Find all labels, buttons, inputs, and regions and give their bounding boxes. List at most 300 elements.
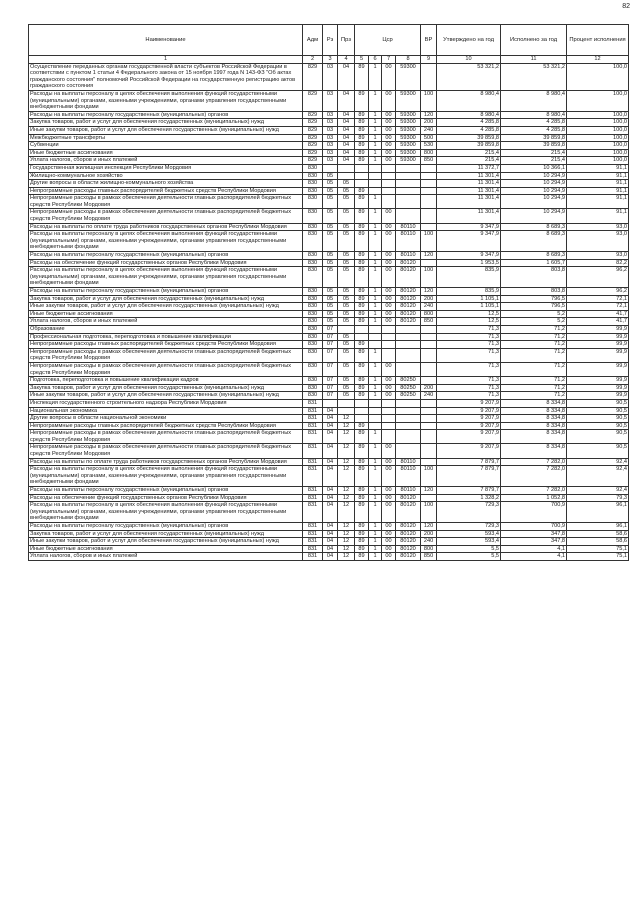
table-row — [29, 142, 629, 150]
row-rz-cell: 03 — [323, 149, 338, 157]
row-vr-cell — [421, 180, 437, 188]
table-row — [29, 415, 629, 423]
row-name-cell: Уплата налогов, сборов и иных платежей — [29, 157, 303, 165]
column-number: 8 — [396, 56, 421, 64]
row-percent-cell: 99,9 — [567, 325, 629, 333]
row-vr-cell — [421, 164, 437, 172]
row-plan-cell: 8 980,4 — [437, 90, 501, 111]
row-csr-subprogram-cell — [369, 399, 382, 407]
table-row — [29, 523, 629, 531]
row-plan-cell: 215,4 — [437, 157, 501, 165]
row-csr-program-cell — [355, 172, 369, 180]
row-name-cell: Расходы на выплаты по оплате труда работников государственных органов Республики Мордовия — [29, 458, 303, 466]
row-csr-main-cell: 00 — [382, 553, 396, 561]
row-prz-cell: 12 — [338, 422, 355, 430]
row-plan-cell: 215,4 — [437, 149, 501, 157]
row-percent-cell: 96,1 — [567, 523, 629, 531]
table-row — [29, 259, 629, 267]
row-adm-cell: 829 — [303, 119, 323, 127]
row-adm-cell: 831 — [303, 458, 323, 466]
row-rz-cell — [323, 399, 338, 407]
row-prz-cell: 12 — [338, 444, 355, 458]
header-vr: ВР — [421, 25, 437, 56]
row-plan-cell: 9 347,9 — [437, 223, 501, 231]
row-csr-program-cell: 89 — [355, 126, 369, 134]
row-prz-cell: 12 — [338, 530, 355, 538]
row-adm-cell: 830 — [303, 223, 323, 231]
row-prz-cell: 12 — [338, 523, 355, 531]
row-csr-direction-cell: 80120 — [396, 502, 421, 523]
row-csr-program-cell: 89 — [355, 523, 369, 531]
row-csr-subprogram-cell: 1 — [369, 318, 382, 326]
row-csr-main-cell: 00 — [382, 318, 396, 326]
row-adm-cell: 831 — [303, 415, 323, 423]
row-fact-cell: 796,5 — [501, 303, 567, 311]
row-adm-cell: 830 — [303, 195, 323, 209]
row-name-cell: Расходы на выплаты по оплате труда работников государственных органов Республики Мордовия — [29, 223, 303, 231]
row-csr-main-cell: 00 — [382, 444, 396, 458]
row-prz-cell: 12 — [338, 502, 355, 523]
row-adm-cell: 831 — [303, 538, 323, 546]
row-percent-cell: 99,9 — [567, 333, 629, 341]
table-row — [29, 111, 629, 119]
row-rz-cell: 04 — [323, 530, 338, 538]
row-csr-subprogram-cell: 1 — [369, 90, 382, 111]
row-prz-cell: 04 — [338, 149, 355, 157]
row-csr-main-cell — [382, 399, 396, 407]
row-name-cell: Иные закупки товаров, работ и услуг для обеспечения государственных (муниципальных) нужд — [29, 392, 303, 400]
row-csr-direction-cell: 59300 — [396, 142, 421, 150]
column-number: 9 — [421, 56, 437, 64]
row-adm-cell: 830 — [303, 310, 323, 318]
row-fact-cell: 4,1 — [501, 553, 567, 561]
row-plan-cell: 729,3 — [437, 502, 501, 523]
row-name-cell: Закупка товаров, работ и услуг для обеспечения государственных (муниципальных) нужд — [29, 384, 303, 392]
row-fact-cell: 215,4 — [501, 149, 567, 157]
row-vr-cell: 800 — [421, 545, 437, 553]
row-rz-cell: 05 — [323, 195, 338, 209]
row-csr-program-cell: 89 — [355, 303, 369, 311]
row-csr-program-cell: 89 — [355, 288, 369, 296]
row-csr-program-cell: 89 — [355, 209, 369, 223]
row-percent-cell: 58,6 — [567, 530, 629, 538]
row-fact-cell: 71,2 — [501, 348, 567, 362]
row-fact-cell: 8 334,8 — [501, 415, 567, 423]
row-csr-subprogram-cell — [369, 180, 382, 188]
table-row — [29, 430, 629, 444]
row-csr-direction-cell: 80120 — [396, 530, 421, 538]
column-number-row — [29, 56, 629, 64]
row-vr-cell: 100 — [421, 502, 437, 523]
row-prz-cell: 12 — [338, 487, 355, 495]
table-row — [29, 288, 629, 296]
row-fact-cell: 8 334,8 — [501, 444, 567, 458]
row-prz-cell: 05 — [338, 180, 355, 188]
row-name-cell: Непрограммные расходы главных распорядителей бюджетных средств Республики Мордовия — [29, 187, 303, 195]
row-plan-cell: 7 879,7 — [437, 458, 501, 466]
row-csr-main-cell: 00 — [382, 466, 396, 487]
row-fact-cell: 39 859,8 — [501, 142, 567, 150]
row-csr-subprogram-cell: 1 — [369, 487, 382, 495]
row-fact-cell: 10 294,9 — [501, 172, 567, 180]
row-plan-cell: 1 105,1 — [437, 295, 501, 303]
column-number: 11 — [501, 56, 567, 64]
row-name-cell: Субвенции — [29, 142, 303, 150]
row-csr-main-cell: 00 — [382, 149, 396, 157]
row-plan-cell: 71,3 — [437, 362, 501, 376]
row-name-cell: Государственная жилищная инспекция Республики Мордовия — [29, 164, 303, 172]
table-row — [29, 63, 629, 90]
row-csr-subprogram-cell: 1 — [369, 111, 382, 119]
row-vr-cell: 200 — [421, 530, 437, 538]
row-adm-cell: 830 — [303, 172, 323, 180]
row-adm-cell: 830 — [303, 252, 323, 260]
row-rz-cell: 04 — [323, 553, 338, 561]
row-name-cell: Непрограммные расходы в рамках обеспечения деятельности главных распорядителей бюджетных средств Республики Мордовия — [29, 195, 303, 209]
row-csr-direction-cell — [396, 430, 421, 444]
header-pct: Процент исполнения — [567, 25, 629, 56]
row-csr-subprogram-cell: 1 — [369, 362, 382, 376]
row-csr-program-cell: 89 — [355, 430, 369, 444]
row-adm-cell: 831 — [303, 430, 323, 444]
row-adm-cell: 831 — [303, 494, 323, 502]
row-csr-direction-cell: 80250 — [396, 384, 421, 392]
row-vr-cell: 530 — [421, 142, 437, 150]
row-csr-subprogram-cell — [369, 164, 382, 172]
row-plan-cell: 9 347,9 — [437, 231, 501, 252]
row-csr-direction-cell: 80120 — [396, 523, 421, 531]
header-csr: Цср — [355, 25, 421, 56]
row-prz-cell: 05 — [338, 303, 355, 311]
row-prz-cell: 05 — [338, 310, 355, 318]
row-fact-cell: 10 366,1 — [501, 164, 567, 172]
row-percent-cell: 100,0 — [567, 111, 629, 119]
row-csr-direction-cell: 80120 — [396, 288, 421, 296]
row-csr-direction-cell: 80110 — [396, 223, 421, 231]
column-number: 12 — [567, 56, 629, 64]
column-number: 5 — [355, 56, 369, 64]
row-name-cell: Расходы на выплаты персоналу в целях обеспечения выполнения функций государственными (муниципальными) органами, казенными учреждениями, органами управления государственными внебюджетными фондами — [29, 466, 303, 487]
row-csr-subprogram-cell — [369, 422, 382, 430]
row-csr-direction-cell — [396, 187, 421, 195]
row-vr-cell — [421, 377, 437, 385]
row-csr-program-cell: 89 — [355, 530, 369, 538]
row-csr-program-cell: 89 — [355, 142, 369, 150]
header-rz: Рз — [323, 25, 338, 56]
row-vr-cell: 120 — [421, 487, 437, 495]
row-fact-cell: 53 321,2 — [501, 63, 567, 90]
row-csr-subprogram-cell: 1 — [369, 231, 382, 252]
row-csr-direction-cell: 80120 — [396, 545, 421, 553]
column-number: 6 — [369, 56, 382, 64]
row-plan-cell: 7 879,7 — [437, 487, 501, 495]
table-row — [29, 553, 629, 561]
row-plan-cell: 11 301,4 — [437, 172, 501, 180]
row-csr-subprogram-cell: 1 — [369, 295, 382, 303]
row-csr-direction-cell — [396, 325, 421, 333]
row-csr-subprogram-cell: 1 — [369, 142, 382, 150]
table-row — [29, 422, 629, 430]
row-rz-cell: 04 — [323, 487, 338, 495]
header-plan: Утверждено на год — [437, 25, 501, 56]
row-plan-cell: 11 372,7 — [437, 164, 501, 172]
row-vr-cell: 120 — [421, 111, 437, 119]
row-csr-main-cell: 00 — [382, 487, 396, 495]
row-name-cell: Иные бюджетные ассигнования — [29, 545, 303, 553]
row-percent-cell: 90,5 — [567, 399, 629, 407]
row-plan-cell: 71,3 — [437, 384, 501, 392]
row-csr-program-cell: 89 — [355, 458, 369, 466]
table-row — [29, 487, 629, 495]
row-percent-cell: 96,2 — [567, 288, 629, 296]
row-percent-cell: 90,5 — [567, 422, 629, 430]
row-csr-main-cell: 00 — [382, 392, 396, 400]
row-rz-cell — [323, 164, 338, 172]
row-plan-cell: 8 980,4 — [437, 111, 501, 119]
row-prz-cell: 12 — [338, 466, 355, 487]
row-plan-cell: 53 321,2 — [437, 63, 501, 90]
row-prz-cell: 12 — [338, 458, 355, 466]
row-csr-program-cell: 89 — [355, 384, 369, 392]
row-csr-direction-cell: 80120 — [396, 318, 421, 326]
row-prz-cell: 05 — [338, 348, 355, 362]
row-csr-subprogram-cell: 1 — [369, 430, 382, 444]
row-csr-program-cell: 89 — [355, 318, 369, 326]
row-plan-cell: 4 285,8 — [437, 126, 501, 134]
row-percent-cell: 91,1 — [567, 172, 629, 180]
row-csr-direction-cell — [396, 164, 421, 172]
row-percent-cell: 75,1 — [567, 553, 629, 561]
row-prz-cell: 12 — [338, 545, 355, 553]
row-name-cell: Уплата налогов, сборов и иных платежей — [29, 553, 303, 561]
row-fact-cell: 215,4 — [501, 157, 567, 165]
row-csr-program-cell: 89 — [355, 466, 369, 487]
row-csr-main-cell: 00 — [382, 126, 396, 134]
row-adm-cell: 830 — [303, 325, 323, 333]
row-csr-main-cell — [382, 164, 396, 172]
row-rz-cell: 03 — [323, 134, 338, 142]
row-fact-cell: 5,2 — [501, 318, 567, 326]
table-row — [29, 384, 629, 392]
row-plan-cell: 11 301,4 — [437, 195, 501, 209]
row-rz-cell: 04 — [323, 458, 338, 466]
row-prz-cell: 05 — [338, 288, 355, 296]
row-csr-subprogram-cell — [369, 187, 382, 195]
row-prz-cell: 05 — [338, 252, 355, 260]
row-name-cell: Расходы на выплаты персоналу государственных (муниципальных) органов — [29, 288, 303, 296]
row-rz-cell: 04 — [323, 407, 338, 415]
row-vr-cell: 100 — [421, 90, 437, 111]
row-name-cell: Непрограммные расходы в рамках обеспечения деятельности главных распорядителей бюджетных средств Республики Мордовия — [29, 348, 303, 362]
row-csr-program-cell: 89 — [355, 111, 369, 119]
row-percent-cell: 100,0 — [567, 126, 629, 134]
row-csr-subprogram-cell — [369, 325, 382, 333]
row-rz-cell: 03 — [323, 126, 338, 134]
row-name-cell: Непрограммные расходы в рамках обеспечения деятельности главных распорядителей бюджетных средств Республики Мордовия — [29, 430, 303, 444]
row-name-cell: Расходы на выплаты персоналу в целях обеспечения выполнения функций государственными (муниципальными) органами, казенными учреждениями, органами управления государственными внебюджетными фондами — [29, 231, 303, 252]
row-fact-cell: 796,5 — [501, 295, 567, 303]
row-rz-cell: 03 — [323, 119, 338, 127]
row-percent-cell: 91,1 — [567, 195, 629, 209]
row-fact-cell: 8 689,3 — [501, 252, 567, 260]
row-adm-cell: 831 — [303, 530, 323, 538]
row-vr-cell — [421, 333, 437, 341]
row-adm-cell: 829 — [303, 63, 323, 90]
row-csr-subprogram-cell: 1 — [369, 259, 382, 267]
row-prz-cell: 12 — [338, 538, 355, 546]
row-csr-direction-cell: 59300 — [396, 126, 421, 134]
table-row — [29, 341, 629, 349]
row-fact-cell: 71,2 — [501, 362, 567, 376]
row-percent-cell: 58,6 — [567, 538, 629, 546]
row-fact-cell: 1 052,8 — [501, 494, 567, 502]
column-number: 1 — [29, 56, 303, 64]
row-rz-cell: 05 — [323, 252, 338, 260]
row-name-cell: Закупка товаров, работ и услуг для обеспечения государственных (муниципальных) нужд — [29, 530, 303, 538]
row-csr-subprogram-cell — [369, 341, 382, 349]
row-csr-program-cell: 89 — [355, 187, 369, 195]
row-percent-cell: 92,4 — [567, 458, 629, 466]
row-percent-cell: 100,0 — [567, 149, 629, 157]
row-prz-cell: 05 — [338, 259, 355, 267]
row-csr-program-cell: 89 — [355, 63, 369, 90]
row-plan-cell: 39 859,8 — [437, 142, 501, 150]
row-vr-cell — [421, 494, 437, 502]
row-csr-direction-cell — [396, 341, 421, 349]
row-csr-direction-cell: 80120 — [396, 259, 421, 267]
row-csr-subprogram-cell: 1 — [369, 195, 382, 209]
row-csr-main-cell: 00 — [382, 523, 396, 531]
row-percent-cell: 90,5 — [567, 430, 629, 444]
row-vr-cell — [421, 415, 437, 423]
row-csr-subprogram-cell: 1 — [369, 384, 382, 392]
row-csr-subprogram-cell: 1 — [369, 530, 382, 538]
row-csr-main-cell: 00 — [382, 63, 396, 90]
row-csr-subprogram-cell: 1 — [369, 523, 382, 531]
row-plan-cell: 11 301,4 — [437, 180, 501, 188]
row-plan-cell: 1 953,5 — [437, 259, 501, 267]
header-row — [29, 25, 629, 56]
row-adm-cell: 829 — [303, 111, 323, 119]
row-csr-subprogram-cell: 1 — [369, 149, 382, 157]
row-rz-cell: 07 — [323, 362, 338, 376]
row-rz-cell: 04 — [323, 415, 338, 423]
header-name: Наименование — [29, 25, 303, 56]
row-rz-cell: 05 — [323, 303, 338, 311]
row-rz-cell: 05 — [323, 259, 338, 267]
row-vr-cell: 120 — [421, 523, 437, 531]
row-name-cell: Непрограммные расходы в рамках обеспечения деятельности главных распорядителей бюджетных средств Республики Мордовия — [29, 444, 303, 458]
row-adm-cell: 830 — [303, 362, 323, 376]
table-row — [29, 545, 629, 553]
row-vr-cell: 120 — [421, 288, 437, 296]
row-adm-cell: 831 — [303, 502, 323, 523]
row-csr-program-cell: 89 — [355, 195, 369, 209]
row-csr-direction-cell — [396, 209, 421, 223]
row-name-cell: Инспекция государственного строительного надзора Республики Мордовия — [29, 399, 303, 407]
row-percent-cell: 100,0 — [567, 157, 629, 165]
row-csr-program-cell — [355, 164, 369, 172]
row-fact-cell: 8 334,8 — [501, 407, 567, 415]
table-row — [29, 209, 629, 223]
row-csr-subprogram-cell: 1 — [369, 444, 382, 458]
row-vr-cell: 850 — [421, 553, 437, 561]
row-name-cell: Непрограммные расходы главных распорядителей бюджетных средств Республики Мордовия — [29, 422, 303, 430]
row-fact-cell: 347,8 — [501, 538, 567, 546]
row-percent-cell: 91,1 — [567, 164, 629, 172]
row-plan-cell: 593,4 — [437, 530, 501, 538]
row-csr-subprogram-cell — [369, 333, 382, 341]
row-rz-cell: 04 — [323, 430, 338, 444]
row-name-cell: Расходы на выплаты персоналу государственных (муниципальных) органов — [29, 487, 303, 495]
row-percent-cell: 92,4 — [567, 487, 629, 495]
row-rz-cell: 05 — [323, 318, 338, 326]
row-prz-cell: 05 — [338, 267, 355, 288]
row-vr-cell: 800 — [421, 149, 437, 157]
row-vr-cell: 200 — [421, 119, 437, 127]
table-row — [29, 348, 629, 362]
row-csr-main-cell: 00 — [382, 494, 396, 502]
row-csr-direction-cell — [396, 407, 421, 415]
row-fact-cell: 7 282,0 — [501, 466, 567, 487]
row-csr-direction-cell: 80110 — [396, 487, 421, 495]
row-csr-main-cell: 00 — [382, 502, 396, 523]
row-percent-cell: 92,4 — [567, 466, 629, 487]
row-name-cell: Иные бюджетные ассигнования — [29, 149, 303, 157]
row-prz-cell: 05 — [338, 384, 355, 392]
row-prz-cell: 05 — [338, 209, 355, 223]
row-prz-cell — [338, 399, 355, 407]
row-vr-cell: 240 — [421, 126, 437, 134]
row-percent-cell: 96,2 — [567, 267, 629, 288]
row-fact-cell: 7 282,0 — [501, 487, 567, 495]
row-csr-program-cell: 89 — [355, 502, 369, 523]
row-plan-cell: 9 207,9 — [437, 444, 501, 458]
row-csr-direction-cell: 80120 — [396, 267, 421, 288]
row-fact-cell: 7 282,0 — [501, 458, 567, 466]
row-vr-cell: 100 — [421, 231, 437, 252]
row-adm-cell: 829 — [303, 90, 323, 111]
row-vr-cell: 240 — [421, 538, 437, 546]
row-csr-subprogram-cell: 1 — [369, 119, 382, 127]
row-vr-cell — [421, 223, 437, 231]
column-number: 3 — [323, 56, 338, 64]
row-adm-cell: 829 — [303, 126, 323, 134]
row-plan-cell: 71,3 — [437, 348, 501, 362]
table-row — [29, 458, 629, 466]
row-plan-cell: 1 105,1 — [437, 303, 501, 311]
row-csr-main-cell: 00 — [382, 310, 396, 318]
row-csr-program-cell: 89 — [355, 538, 369, 546]
row-csr-main-cell — [382, 172, 396, 180]
row-csr-main-cell — [382, 195, 396, 209]
row-csr-main-cell — [382, 325, 396, 333]
row-rz-cell: 05 — [323, 209, 338, 223]
row-csr-subprogram-cell: 1 — [369, 134, 382, 142]
row-rz-cell: 03 — [323, 142, 338, 150]
row-plan-cell: 71,3 — [437, 377, 501, 385]
row-csr-program-cell: 89 — [355, 252, 369, 260]
table-row — [29, 502, 629, 523]
row-csr-main-cell: 00 — [382, 259, 396, 267]
row-fact-cell: 71,2 — [501, 341, 567, 349]
table-row — [29, 180, 629, 188]
row-csr-subprogram-cell: 1 — [369, 466, 382, 487]
row-csr-subprogram-cell: 1 — [369, 502, 382, 523]
row-name-cell: Иные бюджетные ассигнования — [29, 310, 303, 318]
row-csr-direction-cell — [396, 422, 421, 430]
row-csr-subprogram-cell: 1 — [369, 545, 382, 553]
